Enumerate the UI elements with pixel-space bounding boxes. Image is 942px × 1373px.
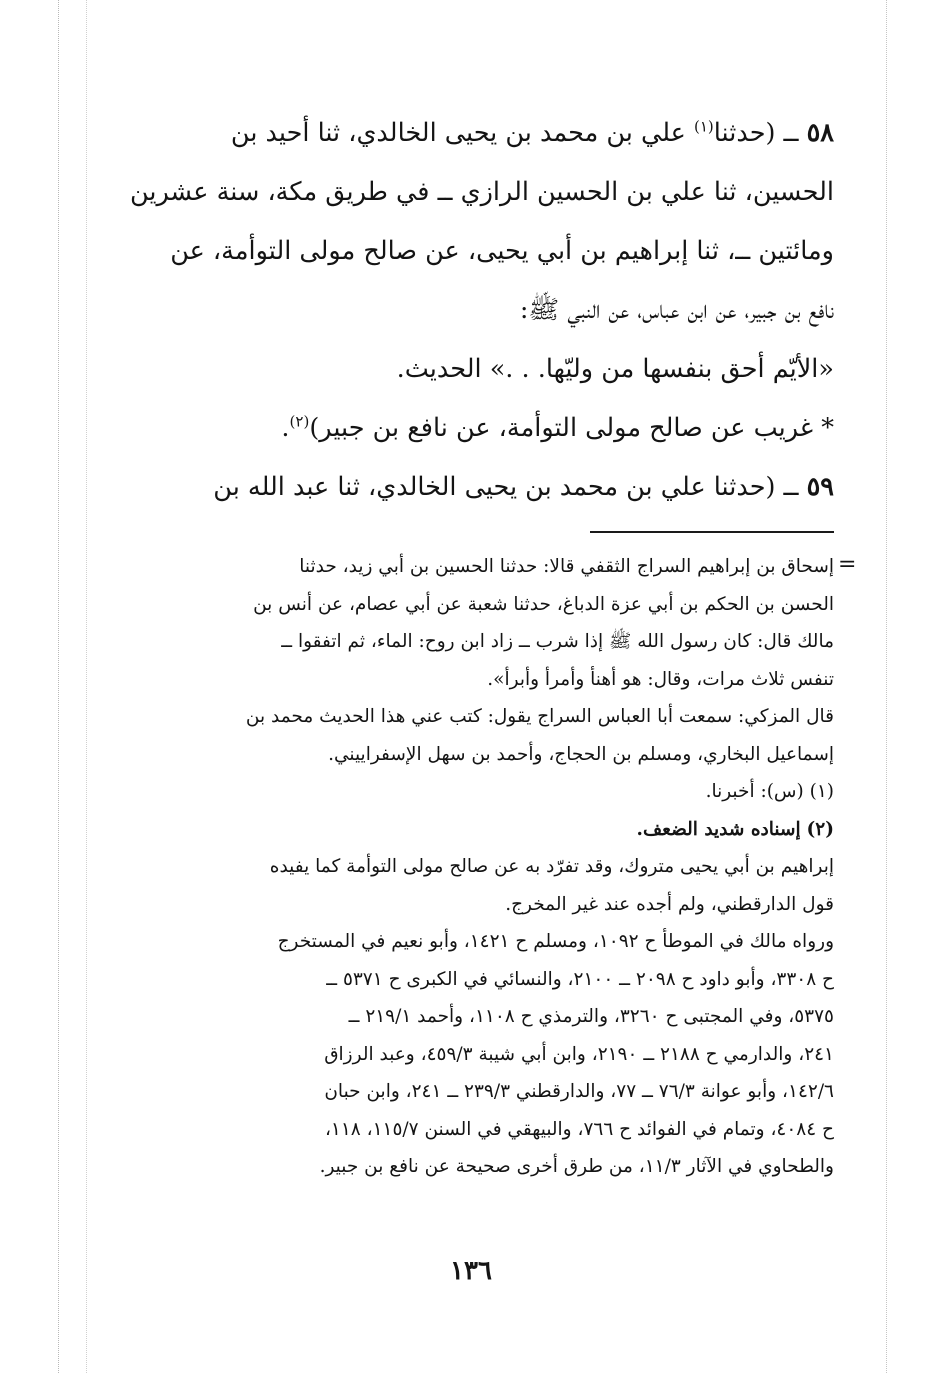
- footnote-1-text: (س): أخبرنا.: [705, 781, 804, 802]
- footnote-cont-line-2: الحسن بن الحكم بن أبي عزة الدباغ، حدثنا شعبة عن أبي عصام، عن أنس بن: [253, 593, 834, 615]
- footnote-2-number: (٢): [806, 818, 834, 840]
- footnote-2-line-7: ١٤٢/٦، وأبو عوانة ٧٦/٣ ــ ٧٧، والدارقطني ٢٣٩/٣ ــ ٢٤١، وابن حبان: [324, 1081, 834, 1102]
- footnote-1-number: (١): [809, 781, 834, 802]
- hadith-58-line-3: ومائتين ــ، ثنا إبراهيم بن أبي يحيى، عن صالح مولى التوأمة، عن: [170, 236, 834, 266]
- gharib-comment: [108, 399, 834, 458]
- hadith-58-line-2: الحسين، ثنا علي بن الحسين الرازي ــ في طريق مكة، سنة عشرين: [129, 177, 834, 207]
- dash: ــ: [775, 118, 807, 148]
- footnote-cont-line-4: تنفس ثلاث مرات، وقال: هو أهنأ وأمرأ وأبرأ».: [487, 668, 834, 690]
- footnote-2-line-1: إبراهيم بن أبي يحيى متروك، وقد تفرّد به عن صالح مولى التوأمة كما يفيده: [269, 856, 834, 877]
- footnote-cont-line-1: إسحاق بن إبراهيم السراج الثقفي قالا: حدثنا الحسين بن أبي زيد، حدثنا: [299, 556, 834, 577]
- footnote-2-line-4: ح ٣٣٠٨، وأبو داود ح ٢٠٩٨ ــ ٢١٠٠، والنسائي في الكبرى ح ٥٣٧١ ــ: [326, 968, 834, 990]
- gharib-text: * غريب عن صالح مولى التوأمة، عن نافع بن جبير): [309, 413, 834, 443]
- footnote-separator: [590, 531, 834, 533]
- hadith-59-text: ــ (حدثنا علي بن محمد بن يحيى الخالدي، ثنا عبد الله بن: [213, 472, 807, 502]
- hadith-59-line-1: [108, 458, 834, 517]
- footnote-ref-2[interactable]: (٢): [289, 412, 310, 431]
- scan-edge-dots-left: [58, 0, 59, 1373]
- hadith-number-59: ٥٩: [806, 472, 834, 502]
- hadith-58-line-4: نافع بن جبير، عن ابن عباس، عن النبي ﷺ:: [519, 295, 834, 325]
- scan-edge-dots-right: [886, 0, 887, 1373]
- footnote-1: [108, 773, 834, 811]
- footnote-2-line-2: قول الدارقطني، ولم أجده عند غير المخرج.: [505, 893, 834, 915]
- hadith-58-text-b: علي بن محمد بن يحيى الخالدي، ثنا أحيد بن: [230, 118, 694, 148]
- muzakki-line-1: قال المزكي: سمعت أبا العباس السراج يقول: كتب عني هذا الحديث محمد بن: [245, 706, 834, 727]
- footnote-ref-1[interactable]: (١): [693, 117, 714, 136]
- hadith-matn: «الأيّم أحق بنفسها من وليّها. . .» الحديث.: [396, 354, 834, 384]
- continuation-mark: =: [838, 552, 857, 577]
- footnote-2-line-3: ورواه مالك في الموطأ ح ١٠٩٢، ومسلم ح ١٤٢١، وأبو نعيم في المستخرج: [277, 931, 834, 952]
- footnote-cont-line-3: مالك قال: كان رسول الله ﷺ إذا شرب ــ زاد ابن روح: الماء، ثم اتفقوا ــ: [281, 631, 834, 652]
- footnote-2-title: إسناده شديد الضعف.: [636, 818, 801, 840]
- scan-edge-dots-left-inner: [86, 0, 87, 1373]
- page-number: ١٣٦: [450, 1256, 492, 1286]
- hadith-58-line-1: [108, 104, 834, 163]
- footnote-2-line-8: ح ٤٠٨٤، وتمام في الفوائد ح ٧٦٦، والبيهقي في السنن ١١٥/٧، ١١٨،: [324, 1118, 834, 1140]
- footnote-2-line-9: والطحاوي في الآثار ١١/٣، من طرق أخرى صحيحة عن نافع بن جبير.: [319, 1156, 834, 1177]
- footnote-2-line-5: ٥٣٧٥، وفي المجتبى ح ٣٢٦٠، والترمذي ح ١١٠٨، وأحمد ٢١٩/١ ــ: [348, 1006, 834, 1027]
- main-text: [108, 104, 834, 517]
- muzakki-line-2: إسماعيل البخاري، ومسلم بن الحجاج، وأحمد بن سهل الإسفراييني.: [328, 743, 834, 765]
- hadith-58-text-a: (حدثنا: [713, 118, 776, 148]
- gharib-period: .: [281, 413, 290, 443]
- footnote-2-line-6: ٢٤١، والدارمي ح ٢١٨٨ ــ ٢١٩٠، وابن أبي شيبة ٤٥٩/٣، وعبد الرزاق: [324, 1043, 834, 1065]
- footnotes: [108, 548, 834, 1186]
- hadith-number-58: ٥٨: [806, 118, 834, 148]
- footnote-2-title-line: [108, 811, 834, 849]
